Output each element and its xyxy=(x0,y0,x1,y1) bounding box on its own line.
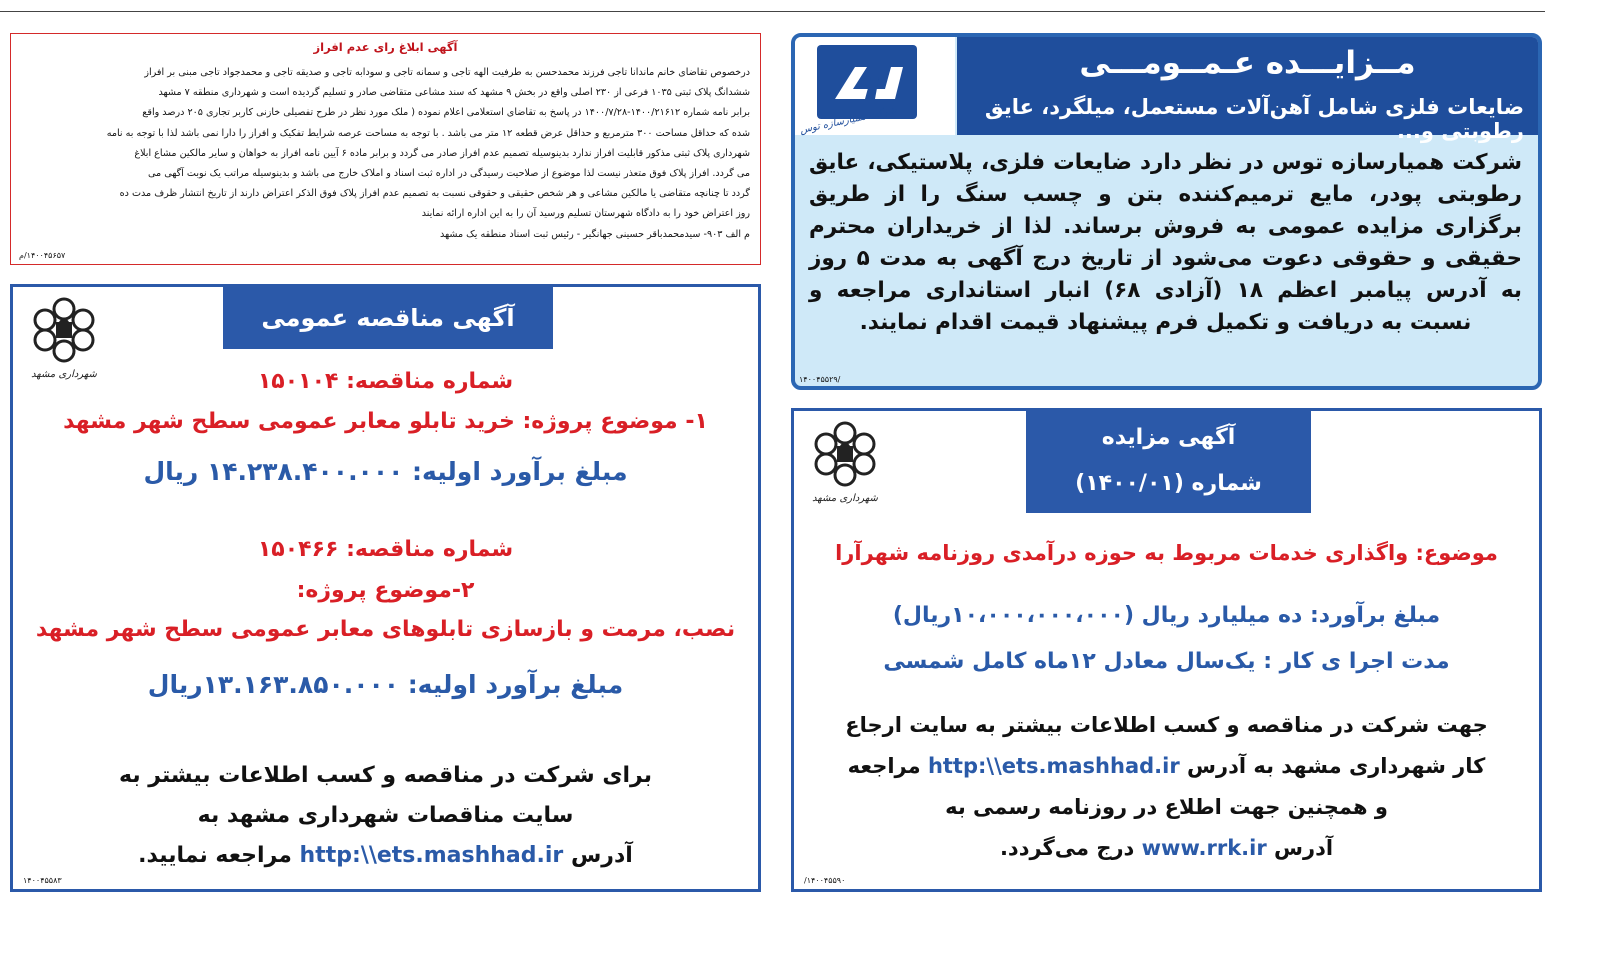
auction-header-number: شماره (۱۴۰۰/۰۱) xyxy=(1075,471,1262,496)
auction-code: ۱۴۰۰۴۵۵۹۰/ xyxy=(804,876,846,885)
municipality-emblem-icon xyxy=(25,295,103,365)
notice-line: م الف ۹۰۳- سیدمحمدباقر حسینی جهانگیر - رئیس ثبت اسناد منطقه یک مشهد xyxy=(439,228,750,240)
auction-footer-line-4 xyxy=(794,836,1539,860)
notice-title: آگهی ابلاغ رای عدم افراز xyxy=(313,40,458,54)
tender-subject-2-title: ۲-موضوع پروژه: xyxy=(296,578,475,603)
tender-estimate-2: مبلغ برآورد اولیه: ۱۳.۱۶۳.۸۵۰.۰۰۰ریال xyxy=(147,670,624,699)
notice-line: برابر نامه شماره ۱۴۰۰/۲۱۶۱۲-۱۴۰۰/۷/۲۸ در پاسخ به تقاضای استعلامی اعلام نموده ( ملک مورد نظر در طرح تفصیلی خازنی کاربر تجاری ۲۰۵ درصد واقع xyxy=(142,107,750,119)
tender-subject-2: نصب، مرمت و بازسازی تابلوهای معابر عمومی سطح شهر مشهد xyxy=(35,617,736,642)
notice-line: درخصوص تقاضای خانم ماندانا تاجی فرزند محمدحسن به طرفیت الهه تاجی و سمانه تاجی و سودابه تاجی و صدیقه تاجی و محمدجواد تاجی مبنی بر افراز xyxy=(144,67,750,78)
hamyar-logo xyxy=(795,37,955,135)
tender-url-link[interactable]: http:\\ets.mashhad.ir xyxy=(299,843,564,868)
tender-footer-line-1: برای شرکت در مناقصه و کسب اطلاعات بیشتر به xyxy=(119,763,652,788)
auction-general-title: مــزایـــده عـمــومـــی xyxy=(1079,45,1416,81)
auction-footer-prefix: کار شهرداری مشهد به آدرس xyxy=(1187,754,1486,778)
municipality-logo-caption: شهرداری مشهد xyxy=(812,493,878,504)
auction-ad xyxy=(791,408,1542,892)
auction-footer4-suffix: درج می‌گردد. xyxy=(999,836,1135,860)
tender-estimate-1: مبلغ برآورد اولیه: ۱۴.۲۳۸.۴۰۰.۰۰۰ ریال xyxy=(143,457,628,486)
notice-line: روز اعتراض خود را به دادگاه شهرستان تسلیم ورسید آن را به این اداره ارائه نمایند xyxy=(421,208,750,220)
auction-general-header xyxy=(957,37,1538,143)
auction-footer-line-2 xyxy=(794,754,1539,778)
tender-footer-suffix: مراجعه نمایید. xyxy=(138,843,292,868)
auction-footer4-prefix: آدرس xyxy=(1274,836,1334,860)
auction-general-subtitle: ضایعات فلزی شامل آهن‌آلات مستعمل، میلگرد، عایق رطوبتی و... xyxy=(984,95,1524,143)
auction-duration: مدت اجرا ی کار : یک‌سال معادل ۱۲ماه کامل شمسی xyxy=(883,649,1450,674)
notice-line: گردد تا چنانچه متقاضی یا مالکین مشاعی و هر شخص حقیقی و حقوقی نسبت به تصمیم عدم افراز پلاک فوق الذکر اعتراض دارند از تاریخ انتشار ظرف مدت ده xyxy=(119,188,750,200)
tender-number-1: شماره مناقصه: ۱۵۰۱۰۴ xyxy=(257,369,514,394)
tender-ad xyxy=(10,284,761,892)
notice-line: می گردد. افراز پلاک فوق متعذر نیست لذا موضوع از صلاحیت رسیدگی در اداره ثبت اسناد و املاک خارج می باشد و بدینوسیله مراتب یک نوبت آگهی می xyxy=(148,168,750,180)
auction-header-title: آگهی مزایده xyxy=(1101,425,1236,450)
municipality-logo-caption: شهرداری مشهد xyxy=(31,369,97,380)
notice-code: ۱۴۰۰۴۵۶۵۷/م xyxy=(19,251,66,260)
tender-footer-line-3 xyxy=(13,843,758,868)
tender-number-2: شماره مناقصه: ۱۵۰۴۶۶ xyxy=(257,537,514,562)
auction-header xyxy=(1026,411,1311,513)
notice-line: ششدانگ پلاک ثبتی ۱۰۳۵ فرعی از ۲۳۰ اصلی واقع در بخش ۹ مشهد که سند مشاعی متقاضی صادر و تسلیم گردیده است و شهرداری منطقه ۷ مشهد xyxy=(158,87,750,99)
hamyar-logo-caption: شرکت همیارسازه توس xyxy=(798,104,898,137)
auction-url-link[interactable]: http:\\ets.mashhad.ir xyxy=(927,754,1180,778)
auction-subject: موضوع: واگذاری خدمات مربوط به حوزه درآمدی روزنامه شهرآرا xyxy=(835,541,1498,565)
auction-general-code: ۱۴۰۰۴۵۵۲۹/ xyxy=(799,375,841,384)
municipality-emblem-icon xyxy=(806,419,884,489)
tender-footer-line-2: سایت مناقصات شهرداری مشهد به xyxy=(197,803,574,828)
auction-footer-line-3: و همچنین جهت اطلاع در روزنامه رسمی به xyxy=(945,795,1388,819)
tender-code: ۱۴۰۰۴۵۵۸۳ xyxy=(23,876,62,885)
notice-line: شده که حداقل مساحت ۳۰۰ مترمربع و حداقل عرض قطعه ۱۲ متر می باشد . با توجه به مساحت عرصه شرایط تفکیک و افراز را دارا نمی باشد لذا با توجه به نامه xyxy=(106,127,750,139)
auction-estimate: مبلغ برآورد: ده میلیارد ریال (۱۰،۰۰۰،۰۰۰،۰۰۰ریال) xyxy=(892,603,1441,628)
mashhad-municipality-logo-2 xyxy=(806,419,884,509)
auction-general-ad xyxy=(791,33,1542,390)
rrk-url-link[interactable]: www.rrk.ir xyxy=(1141,836,1267,860)
notice-body xyxy=(21,63,750,245)
auction-footer-suffix: مراجعه xyxy=(847,754,921,778)
auction-general-body: شرکت همیارسازه توس در نظر دارد ضایعات فلزی، پلاستیکی، عایق رطوبتی پودر، مایع ترمیم‌کننده بتن و چسب سنگ را از طریق برگزاری مزایده عمومی به فروش برساند. لذا از خریداران محترم حقیقی و حقوقی دعوت می‌شود از تاریخ درج آگهی به مدت ۵ روز به آدرس پیامبر اعظم ۱۸ (آزادی ۶۸) انبار استانداری مراجعه و نسبت به دریافت و تکمیل فرم پیشنهاد قیمت اقدام نمایند. xyxy=(809,150,1522,335)
top-rule xyxy=(0,11,1545,12)
tender-subject-1: ۱- موضوع پروژه: خرید تابلو معابر عمومی سطح شهر مشهد xyxy=(63,409,708,434)
notice-line: شهرداری پلاک ثبتی مذکور قابلیت افراز ندارد بدینوسیله تصمیم عدم افراز صادر می گردد و برابر ماده ۶ آیین نامه افراز به خواهان و سایر مالکین مشاع ابلاغ xyxy=(134,147,750,159)
tender-header: آگهی مناقصه عمومی xyxy=(223,287,553,349)
auction-footer-line-1: جهت شرکت در مناقصه و کسب اطلاعات بیشتر به سایت ارجاع xyxy=(845,713,1488,737)
notice-ad xyxy=(10,33,761,265)
tender-footer-prefix: آدرس xyxy=(570,843,633,868)
